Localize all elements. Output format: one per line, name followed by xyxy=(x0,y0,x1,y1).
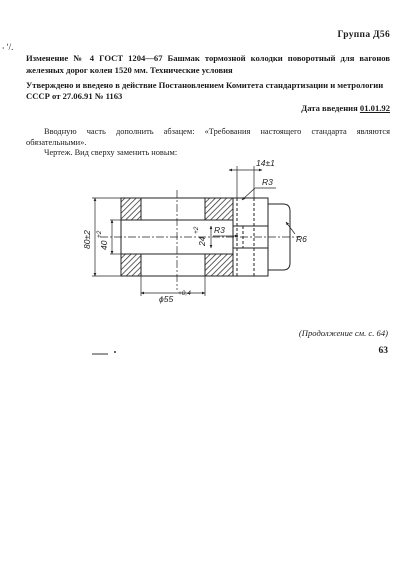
dim-40-text: 40 xyxy=(99,240,109,250)
hatch-top-right xyxy=(205,198,233,220)
effective-date-label: Дата введения xyxy=(301,103,358,113)
page-number: 63 xyxy=(378,346,388,356)
dim-r6-text: R6 xyxy=(296,234,307,244)
hatch-bottom-left xyxy=(121,254,141,276)
dim-24-tol: +2 xyxy=(193,226,200,234)
group-label: Группа Д56 xyxy=(337,30,390,40)
approval-statement: Утверждено и введено в действие Постановлением Комитета стандартизации и метрологии СССР от 27.06.91 № 1163 xyxy=(26,80,384,101)
continuation-note: (Продолжение см. с. 64) xyxy=(298,328,388,338)
change-title: Изменение № 4 ГОСТ 1204—67 Башмак тормозной колодки поворотный для вагонов железных дорог колен 1520 мм. Технические условия xyxy=(26,53,390,75)
hatch-bottom-right xyxy=(205,254,233,276)
body-paragraph-1: Вводную часть дополнить абзацем: «Требования настоящего стандарта являются обязательными». xyxy=(26,127,390,147)
dim-r3-top-text: R3 xyxy=(262,177,273,187)
dim-24-text: 24 xyxy=(197,236,207,246)
body-paragraph-2: Чертеж. Вид сверху заменить новым: xyxy=(44,148,178,157)
dim-phi55-tol: +0,4 xyxy=(178,290,191,297)
hatch-top-left xyxy=(121,198,141,220)
margin-mark: ⸳ ʹ/. xyxy=(2,42,14,52)
effective-date-value: 01.01.92 xyxy=(359,103,390,113)
dim-14-text: 14±1 xyxy=(256,158,275,168)
dim-80-text: 80±2 xyxy=(82,230,92,249)
dim-40-tol: +2 xyxy=(96,230,103,238)
dim-phi55-text: ϕ55 xyxy=(159,294,174,304)
dim-r3-mid-text: R3 xyxy=(214,225,225,235)
